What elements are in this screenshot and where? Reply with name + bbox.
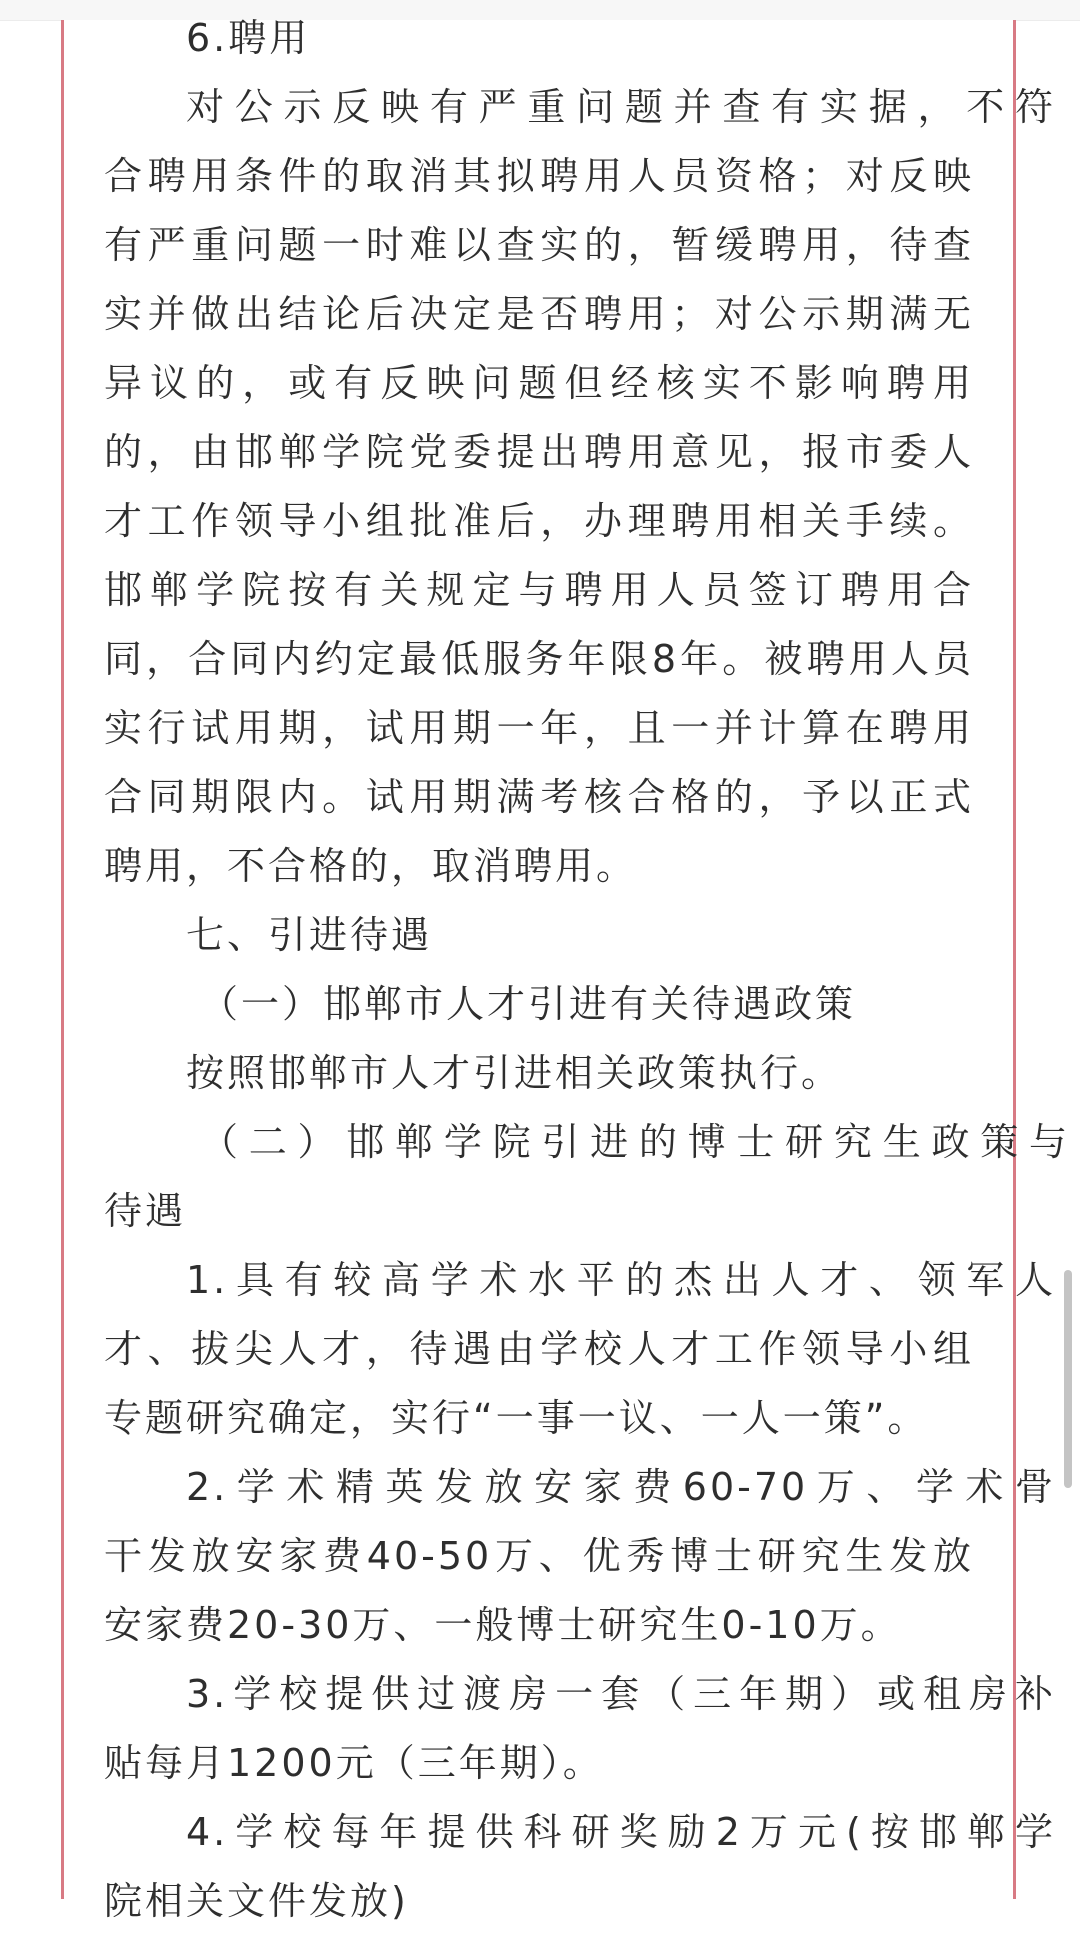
paragraph-line: 的，由邯郸学院党委提出聘用意见，报市委人: [104, 430, 974, 474]
paragraph-line: 邯郸学院按有关规定与聘用人员签订聘用合: [104, 568, 974, 612]
paragraph-line: 实并做出结论后决定是否聘用；对公示期满无: [104, 292, 974, 336]
paragraph-line: 同，合同内约定最低服务年限8年。被聘用人员: [104, 637, 974, 681]
list-item: 1.具有较高学术水平的杰出人才、领军人: [186, 1258, 1056, 1302]
list-item: 2.学术精英发放安家费60-70万、学术骨: [186, 1465, 1056, 1509]
section-heading-hiring: 6.聘用: [186, 16, 311, 60]
list-item: 3.学校提供过渡房一套（三年期）或租房补: [186, 1672, 1056, 1716]
paragraph-line: 贴每月1200元（三年期）。: [104, 1741, 604, 1785]
paragraph-line-partial: 院相关文件发放): [104, 1879, 409, 1923]
article-body: [104, 4, 1070, 1923]
paragraph-line: 异议的，或有反映问题但经核实不影响聘用: [104, 361, 974, 405]
paragraph-line: 合聘用条件的取消其拟聘用人员资格；对反映: [104, 154, 974, 198]
subsection-heading-city-policy: （一）邯郸市人才引进有关待遇政策: [200, 982, 857, 1026]
paragraph-line: 有严重问题一时难以查实的，暂缓聘用，待查: [104, 223, 974, 267]
paragraph-line: 实行试用期，试用期一年，且一并计算在聘用: [104, 706, 974, 750]
subsection-heading-college-policy: （二）邯郸学院引进的博士研究生政策与: [200, 1120, 1070, 1164]
paragraph-line: 对公示反映有严重问题并查有实据，不符: [186, 85, 1056, 129]
list-item: 4.学校每年提供科研奖励2万元(按邯郸学: [186, 1810, 1056, 1854]
paragraph-line: 待遇: [104, 1189, 187, 1233]
paragraph-line: 聘用，不合格的，取消聘用。: [104, 844, 638, 888]
paragraph-line: 专题研究确定，实行“一事一议、一人一策”。: [104, 1396, 929, 1440]
paragraph-line: 按照邯郸市人才引进相关政策执行。: [186, 1051, 843, 1095]
paragraph-line: 合同期限内。试用期满考核合格的，予以正式: [104, 775, 974, 819]
section-heading-benefits: 七、引进待遇: [186, 913, 433, 957]
paragraph-line: 干发放安家费40-50万、优秀博士研究生发放: [104, 1534, 974, 1578]
paragraph-line: 安家费20-30万、一般博士研究生0-10万。: [104, 1603, 902, 1647]
paragraph-line: 才工作领导小组批准后，办理聘用相关手续。: [104, 499, 974, 543]
vertical-scrollbar-thumb[interactable]: [1064, 1270, 1072, 1488]
paragraph-line: 才、拔尖人才，待遇由学校人才工作领导小组: [104, 1327, 974, 1371]
